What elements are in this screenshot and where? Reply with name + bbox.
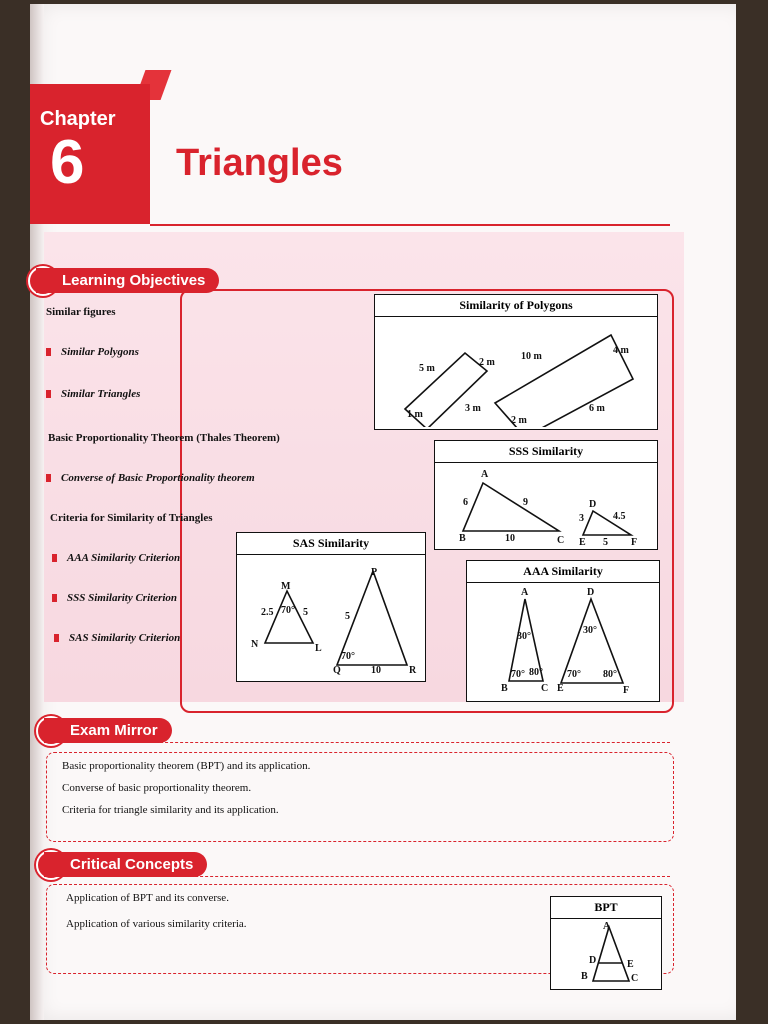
figure-title: AAA Similarity: [467, 561, 659, 583]
sss-similarity-figure: [434, 440, 658, 550]
aaa-diagram: [467, 583, 659, 699]
chapter-badge: [30, 84, 150, 224]
objective-subitem: SAS Similarity Criterion: [54, 632, 180, 644]
side-label: 10: [371, 665, 381, 676]
side-label: 9: [523, 497, 528, 508]
side-label: 5: [345, 611, 350, 622]
vertex-label: C: [631, 973, 639, 984]
exam-mirror-rule: [150, 742, 670, 743]
vertex-label: F: [623, 685, 630, 696]
vertex-label: D: [589, 955, 597, 966]
side-label: 5: [303, 607, 308, 618]
angle-label: 80°: [603, 669, 617, 680]
side-label: 10: [505, 533, 515, 544]
side-label: 1 m: [407, 409, 423, 420]
figure-title: SAS Similarity: [237, 533, 425, 555]
title-divider: [150, 224, 670, 226]
bullet-icon: [52, 594, 57, 602]
objective-item: Criteria for Similarity of Triangles: [50, 512, 213, 524]
vertex-label: L: [315, 643, 322, 654]
critical-concepts-heading: Critical Concepts: [44, 852, 207, 877]
chapter-title: Triangles: [176, 142, 343, 184]
vertex-label: B: [581, 971, 588, 982]
vertex-label: C: [541, 683, 549, 694]
objective-subitem: Converse of Basic Proportionality theorem: [46, 472, 255, 484]
textbook-page: [30, 4, 736, 1020]
figure-title: SSS Similarity: [435, 441, 657, 463]
figure-title: Similarity of Polygons: [375, 295, 657, 317]
side-label: 2 m: [511, 415, 527, 426]
objective-subitem: AAA Similarity Criterion: [52, 552, 180, 564]
side-label: 6 m: [589, 403, 605, 414]
chapter-label: Chapter: [40, 108, 116, 130]
objective-subitem: SSS Similarity Criterion: [52, 592, 177, 604]
angle-label: 70°: [281, 605, 295, 616]
side-label: 3 m: [465, 403, 481, 414]
vertex-label: E: [579, 537, 586, 548]
angle-label: 30°: [517, 631, 531, 642]
vertex-label: Q: [333, 665, 341, 676]
side-label: 4 m: [613, 345, 629, 356]
objective-subitem: Similar Triangles: [46, 388, 140, 400]
triangle-abc: [463, 483, 559, 531]
side-label: 4.5: [613, 511, 626, 522]
vertex-label: A: [521, 587, 529, 598]
side-label: 5: [603, 537, 608, 548]
aaa-similarity-figure: [466, 560, 660, 702]
vertex-label: B: [459, 533, 466, 544]
side-label: 2.5: [261, 607, 274, 618]
bullet-icon: [46, 348, 51, 356]
sss-diagram: [435, 463, 657, 547]
vertex-label: P: [371, 567, 378, 578]
vertex-label: A: [481, 469, 489, 480]
polygons-similarity-figure: [374, 294, 658, 430]
vertex-label: N: [251, 639, 259, 650]
objective-item: Similar figures: [46, 306, 116, 318]
vertex-label: D: [587, 587, 595, 598]
vertex-label: C: [557, 535, 565, 546]
vertex-label: F: [631, 537, 638, 548]
sas-similarity-figure: [236, 532, 426, 682]
figure-title: BPT: [551, 897, 661, 919]
vertex-label: A: [603, 921, 611, 932]
objective-item: Basic Proportionality Theorem (Thales Theorem): [48, 432, 280, 444]
triangle-abc: [593, 927, 629, 981]
vertex-label: R: [409, 665, 417, 676]
critical-concepts-rule: [180, 876, 670, 877]
vertex-label: E: [557, 683, 564, 694]
bullet-icon: [46, 474, 51, 482]
bullet-icon: [54, 634, 59, 642]
angle-label: 70°: [511, 669, 525, 680]
angle-label: 30°: [583, 625, 597, 636]
side-label: 3: [579, 513, 584, 524]
vertex-label: E: [627, 959, 634, 970]
exam-mirror-item: Basic proportionality theorem (BPT) and its application.: [62, 760, 311, 772]
chapter-number: 6: [50, 128, 85, 197]
angle-label: 70°: [341, 651, 355, 662]
exam-mirror-item: Criteria for triangle similarity and its application.: [62, 804, 279, 816]
exam-mirror-heading: Exam Mirror: [44, 718, 172, 743]
vertex-label: M: [281, 581, 291, 592]
bullet-icon: [52, 554, 57, 562]
angle-label: 70°: [567, 669, 581, 680]
side-label: 10 m: [521, 351, 542, 362]
learning-objectives-heading: Learning Objectives: [36, 268, 219, 293]
side-label: 5 m: [419, 363, 435, 374]
angle-label: 80°: [529, 667, 543, 678]
vertex-label: D: [589, 499, 597, 510]
critical-concepts-item: Application of various similarity criteria.: [66, 918, 247, 930]
bpt-figure: [550, 896, 662, 990]
objective-subitem: Similar Polygons: [46, 346, 139, 358]
vertex-label: B: [501, 683, 508, 694]
side-label: 2 m: [479, 357, 495, 368]
bullet-icon: [46, 390, 51, 398]
side-label: 6: [463, 497, 468, 508]
exam-mirror-item: Converse of basic proportionality theorem.: [62, 782, 252, 794]
critical-concepts-item: Application of BPT and its converse.: [66, 892, 229, 904]
